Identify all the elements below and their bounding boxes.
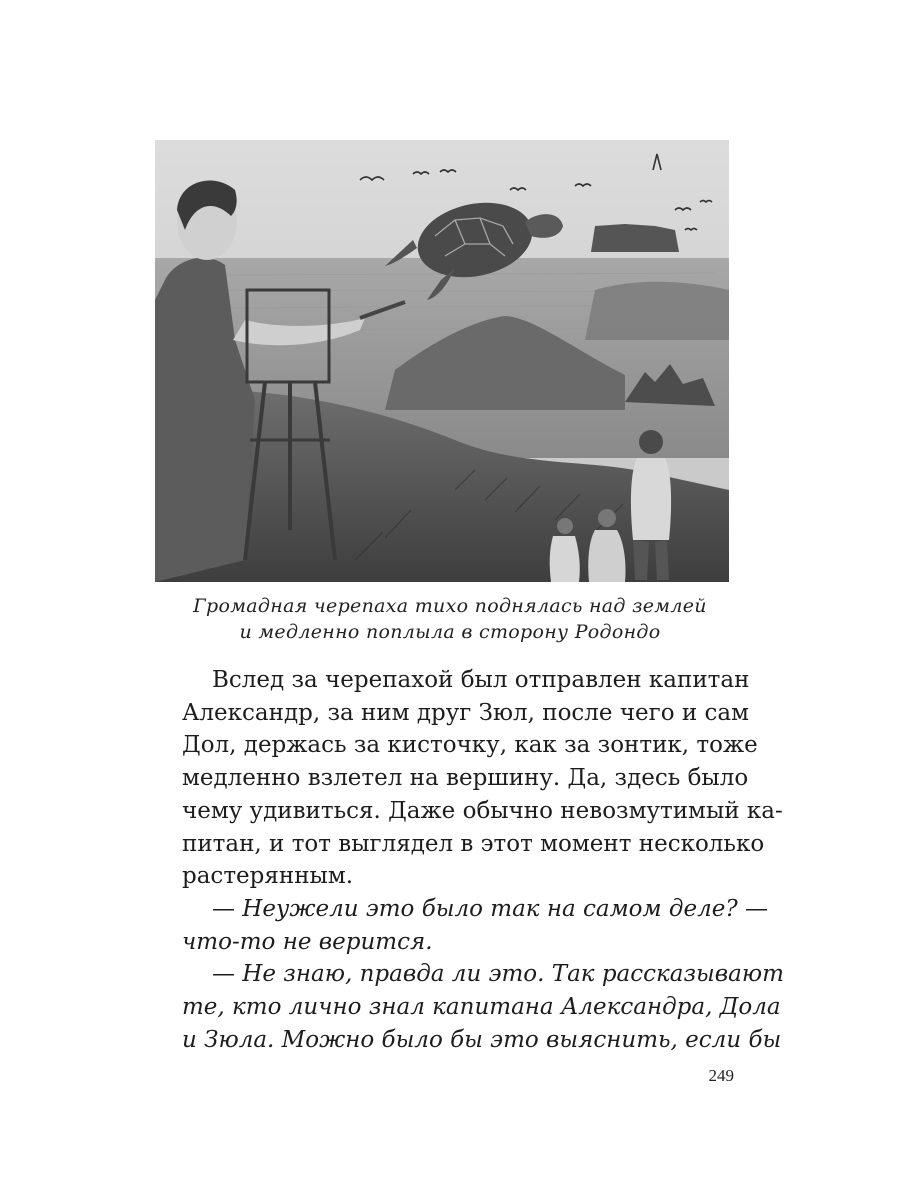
distant-island — [591, 224, 679, 252]
caption-line: и медленно поплыла в сторону Родондо — [239, 621, 661, 643]
text-line: Александр, за ним друг Зюл, после чего и сам — [182, 699, 749, 726]
body-text — [182, 664, 784, 1056]
text-line: — Не знаю, правда ли это. Так рассказывают — [212, 961, 784, 988]
text-line: те, кто лично знал капитана Александра, Дола — [182, 994, 781, 1021]
paragraph-narration — [182, 664, 783, 893]
text-line: Дол, держась за кисточку, как за зонтик, тоже — [182, 732, 758, 759]
caption-line: Громадная черепаха тихо поднялась над землей — [193, 595, 707, 617]
illustration — [155, 140, 729, 582]
paragraph-dialog — [182, 958, 784, 1056]
text-line: растерянным. — [182, 863, 354, 890]
text-line: что-то не верится. — [182, 928, 433, 955]
illustration-caption — [140, 593, 760, 645]
text-line: медленно взлетел на вершину. Да, здесь было — [182, 765, 749, 792]
text-line: — Неужели это было так на самом деле? — — [212, 895, 768, 922]
text-line: питан, и тот выглядел в этот момент несколько — [182, 830, 765, 857]
text-line: Вслед за черепахой был отправлен капитан — [212, 667, 750, 693]
text-line: чему удивиться. Даже обычно невозмутимый ка- — [182, 797, 783, 824]
page-number: 249 — [708, 1066, 734, 1085]
text-line: и Зюла. Можно было бы это выяснить, если бы — [182, 1026, 782, 1053]
paragraph-dialog — [182, 893, 768, 958]
